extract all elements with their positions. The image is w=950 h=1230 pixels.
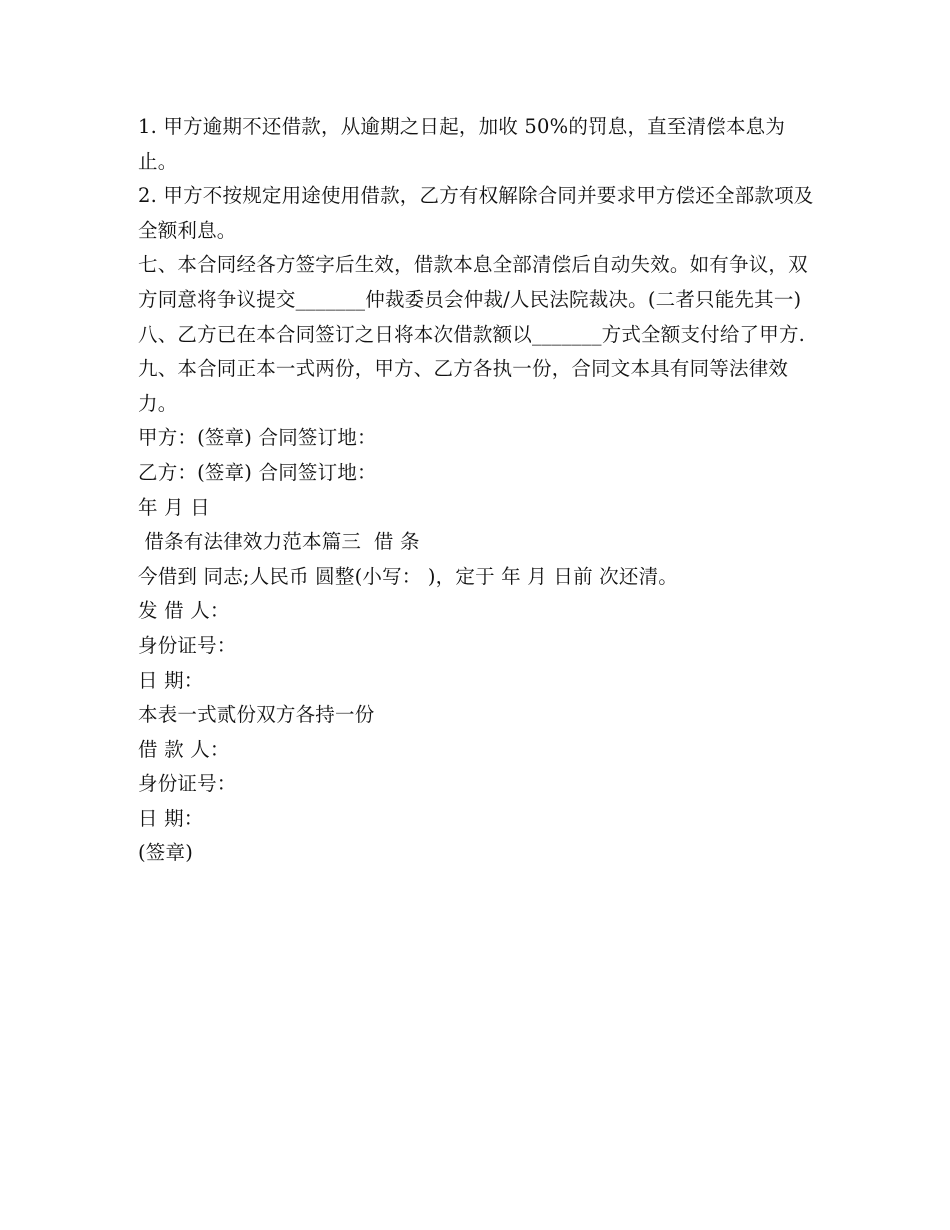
borrower-label: 借 款 人： (138, 737, 230, 761)
lender-id-label: 身份证号： (138, 633, 237, 657)
party-b-signature-line: 乙方：(签章) 合同签订地： (138, 460, 377, 484)
borrower-id-label: 身份证号： (138, 772, 237, 796)
seal-label: (签章) (138, 841, 194, 865)
clause-seven-effect-dispute: 七、本合同经各方签字后生效，借款本息全部清偿后自动失效。如有争议，双方同意将争议提交_______仲裁委员会仲裁/人民法院裁决。(二者只能先其一) (138, 253, 808, 311)
iou-body: 今借到 同志;人民币 圆整(小写： )，定于 年 月 日前 次还清。 (138, 564, 678, 588)
borrower-date-label: 日 期： (138, 806, 204, 830)
lender-label: 发 借 人： (138, 599, 230, 623)
clause-eight-payment: 八、乙方已在本合同签订之日将本次借款额以_______方式全额支付给了甲方. (138, 322, 806, 346)
lender-date-label: 日 期： (138, 668, 204, 692)
document-body (138, 110, 818, 871)
party-a-signature-line: 甲方：(签章) 合同签订地： (138, 426, 377, 450)
section-heading: 借条有法律效力范本篇三 借 条 (138, 530, 420, 554)
date-line: 年 月 日 (138, 495, 210, 519)
copies-note: 本表一式贰份双方各持一份 (138, 703, 375, 727)
clause-nine-copies: 九、本合同正本一式两份，甲方、乙方各执一份，合同文本具有同等法律效力。 (138, 357, 789, 415)
clause-overdue-penalty: 1. 甲方逾期不还借款，从逾期之日起，加收 50%的罚息，直至清偿本息为止。 (138, 115, 786, 173)
clause-misuse-termination: 2. 甲方不按规定用途使用借款，乙方有权解除合同并要求甲方偿还全部款项及全额利息。 (138, 184, 814, 242)
